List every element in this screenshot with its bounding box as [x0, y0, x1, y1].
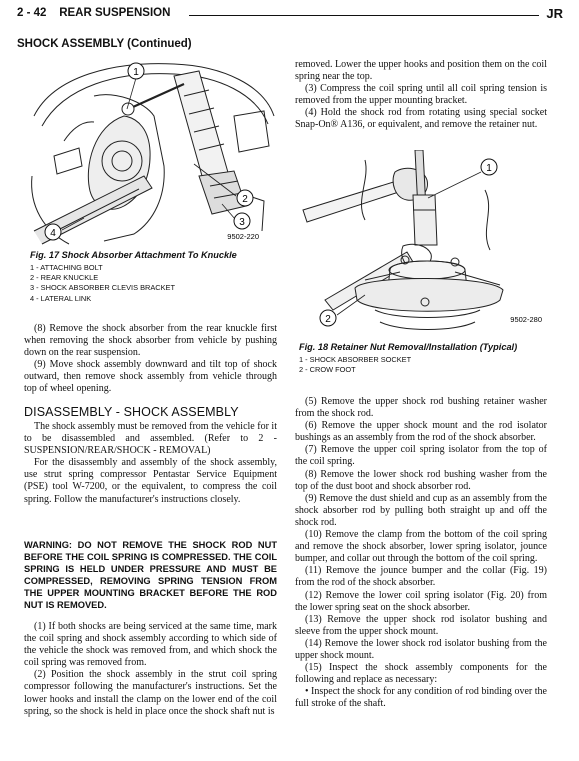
disasm-step-2: (2) Position the shock assembly in the strut coil spring compressor following the manufacturer's instructions. Set the lower hooks and install the clamp on the lower end of the coil spring, so the shock is held in place once the shock shaft nut is: [24, 669, 277, 717]
legend-item: 2 - REAR KNUCKLE: [30, 273, 99, 283]
right-column-top: [295, 59, 547, 132]
fig18-callout-1: 1: [486, 163, 492, 174]
disasm-step-10: (10) Remove the clamp from the bottom of the coil spring and remove the shock absorber, lower spring isolator, jounce bumper, and collar out through the bottom of the coil spring.: [295, 529, 547, 565]
header-rule: [189, 15, 539, 16]
fig17-callout-2: 2: [242, 194, 248, 205]
left-column-intro: [24, 421, 277, 506]
legend-item: 3 - SHOCK ABSORBER CLEVIS BRACKET: [30, 283, 175, 293]
disasm-step-1: (1) If both shocks are being serviced at the same time, mark the coil spring and shock assembly according to which side of the vehicle the shock was removed from, and which shock the coil spring was removed from.: [24, 621, 277, 669]
fig17-legend: [30, 263, 175, 304]
retainer-nut-drawing: [295, 150, 547, 335]
fig17-callout-1: 1: [133, 67, 139, 78]
right-column-steps: [295, 396, 547, 710]
fig17-callout-3: 3: [239, 217, 245, 228]
left-column-top: [24, 323, 277, 396]
section-title-continued: SHOCK ASSEMBLY (Continued): [17, 38, 192, 50]
disasm-step-6: (6) Remove the upper shock mount and the rod isolator bushings as an assembly from the rod of the shock absorber.: [295, 420, 547, 444]
legend-item: 1 - ATTACHING BOLT: [30, 263, 103, 272]
disasm-step-8: (8) Remove the lower shock rod bushing washer from the top of the dust boot and shock absorber rod.: [295, 468, 547, 492]
step-9: (9) Move shock assembly downward and tilt top of shock outward, then remove shock assembly from vehicle through top of wheel opening.: [24, 359, 277, 395]
fig17-id-code: 9502-220: [227, 232, 259, 241]
figure-17-illustration: [24, 56, 278, 246]
step-8: (8) Remove the shock absorber from the rear knuckle first when removing the shock absorber from vehicle by pushing down on the rear suspension.: [24, 323, 277, 359]
left-column-steps: [24, 621, 277, 718]
disasm-step-5: (5) Remove the upper shock rod bushing retainer washer from the shock rod.: [295, 396, 547, 420]
inspect-bullet-1: • Inspect the shock for any condition of rod binding over the full stroke of the shaft.: [295, 686, 547, 710]
disasm-step-14: (14) Remove the lower shock rod isolator bushing from the upper shock mount.: [295, 637, 547, 661]
disasm-step-12: (12) Remove the lower coil spring isolator (Fig. 20) from the lower spring seat on the shock absorber.: [295, 589, 547, 613]
legend-item: 1 - SHOCK ABSORBER SOCKET: [299, 355, 412, 364]
disasm-step-4: (4) Hold the shock rod from rotating using special socket Snap-On® A136, or equivalent, and remove the retainer nut.: [295, 107, 547, 131]
legend-item: 2 - CROW FOOT: [299, 365, 356, 375]
disasm-step-11: (11) Remove the jounce bumper and the collar (Fig. 19) from the rod of the shock absorber.: [295, 565, 547, 589]
knuckle-drawing: [24, 56, 278, 246]
disasm-step-9: (9) Remove the dust shield and cup as an assembly from the shock absorber rod by pulling both straight up and off the shock rod.: [295, 492, 547, 528]
disasm-step-15: (15) Inspect the shock assembly components for the following and replace as necessary:: [295, 662, 547, 686]
fig17-callout-4: 4: [50, 228, 56, 239]
disassembly-para-2: For the disassembly and assembly of the shock assembly, use strut spring compressor Pentastar Service Equipment (PSE) tool W-7200, or the equivalent, to compress the coil spring. Follow the manufacturer's instructions closely.: [24, 457, 277, 505]
disasm-step-3: (3) Compress the coil spring until all coil spring tension is removed from the upper mounting bracket.: [295, 83, 547, 107]
disassembly-heading: DISASSEMBLY - SHOCK ASSEMBLY: [24, 405, 239, 419]
step-2-continued: removed. Lower the upper hooks and position them on the coil spring near the top.: [295, 59, 547, 83]
page-header: [17, 7, 563, 23]
disassembly-para-1: The shock assembly must be removed from the vehicle for it to be disassembled and assembled. (Refer to 2 - SUSPENSION/REAR/SHOCK - REMOVAL): [24, 421, 277, 457]
figure-18-illustration: [295, 150, 547, 335]
fig18-callout-2: 2: [325, 314, 331, 325]
fig18-caption: Fig. 18 Retainer Nut Removal/Installation (Typical): [299, 342, 518, 352]
fig18-id-code: 9502-280: [510, 315, 542, 324]
fig18-legend: [299, 355, 411, 375]
disasm-step-7: (7) Remove the upper coil spring isolator from the top of the coil spring.: [295, 444, 547, 468]
legend-item: 4 - LATERAL LINK: [30, 293, 92, 303]
fig17-caption: Fig. 17 Shock Absorber Attachment To Knuckle: [30, 250, 237, 260]
page-number-section: 2 - 42 REAR SUSPENSION: [17, 7, 171, 19]
warning-block: WARNING: DO NOT REMOVE THE SHOCK ROD NUT BEFORE THE COIL SPRING IS COMPRESSED. THE COIL SPRING IS HELD UNDER PRESSURE AND MUST BE COMPRESSED, REMOVING SPRING TENSION FROM THE UPPER MOUNTING BRACKET BEFORE THE ROD NUT IS REMOVED.: [24, 540, 277, 611]
model-code: JR: [546, 6, 563, 21]
disasm-step-13: (13) Remove the upper shock rod isolator bushing and sleeve from the upper shock mount.: [295, 613, 547, 637]
